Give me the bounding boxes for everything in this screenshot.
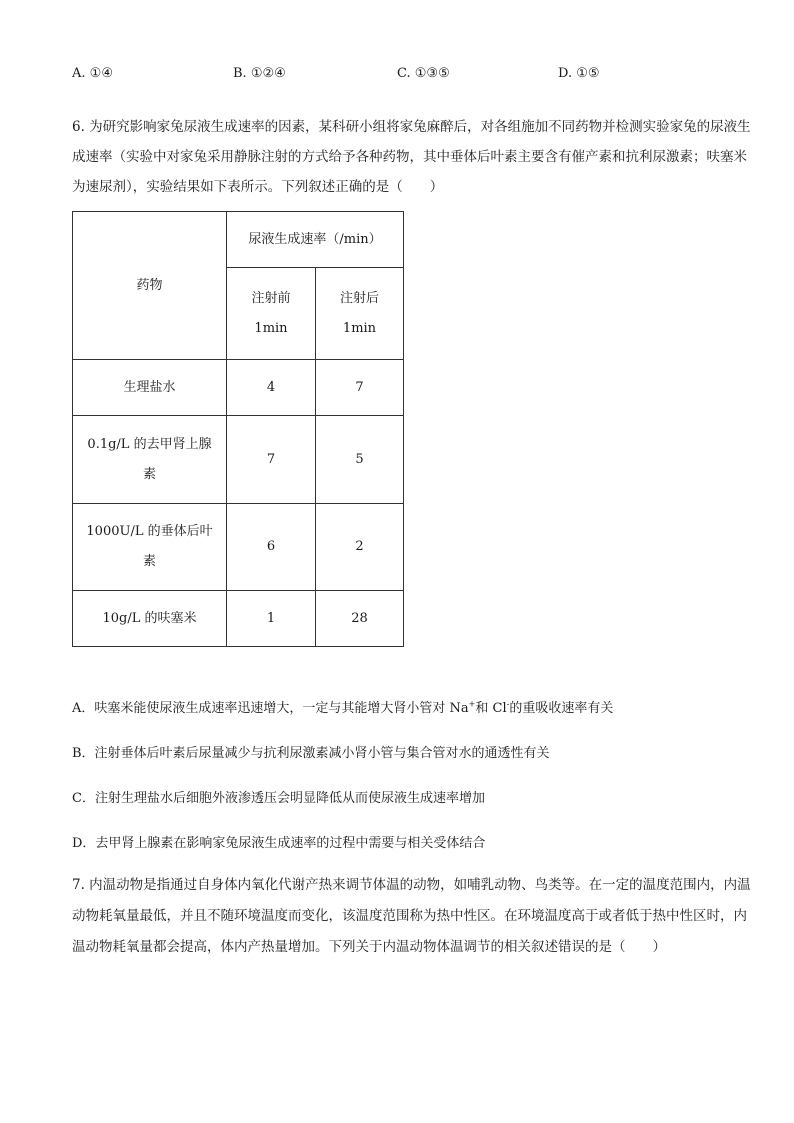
option-a-text: ①④ — [89, 66, 113, 81]
table-row — [73, 416, 404, 504]
chloride-charge-sup: - — [506, 699, 510, 709]
choice-c[interactable]: C．注射生理盐水后细胞外液渗透压会明显降低从而使尿液生成速率增加 — [72, 791, 485, 806]
row-drug-line2: 素 — [142, 554, 156, 569]
choice-a-part2: 和 Cl — [475, 701, 507, 716]
row-after: 7 — [316, 360, 404, 416]
row-drug — [73, 504, 227, 591]
header-urine-rate: 尿液生成速率（/min） — [227, 212, 404, 268]
choice-b[interactable]: B．注射垂体后叶素后尿量减少与抗利尿激素减小肾小管与集合管对水的通透性有关 — [72, 746, 550, 761]
row-after: 2 — [316, 504, 404, 591]
option-b-letter: B. — [233, 66, 247, 81]
header-drug: 药物 — [73, 212, 227, 360]
drug-results-table — [72, 211, 404, 647]
row-drug-line2: 素 — [142, 466, 156, 482]
option-d-letter: D. — [558, 66, 573, 81]
choice-a-part1: A．呋塞米能使尿液生成速率迅速增大，一定与其能增大肾小管对 Na — [72, 701, 469, 716]
row-drug — [73, 416, 227, 504]
sodium-charge-sup: + — [468, 699, 476, 709]
header-before-line1: 注射前 — [251, 290, 291, 306]
row-drug-line1: 10g/L 的呋塞米 — [102, 610, 197, 626]
header-after-line1: 注射后 — [339, 290, 379, 306]
choice-a-part3: 的重吸收速率有关 — [509, 701, 614, 716]
header-before-line2: 1min — [254, 320, 288, 336]
question-6-stem: 6. 为研究影响家兔尿液生成速率的因素，某科研小组将家兔麻醉后，对各组施加不同药物并检测实验家兔的尿液生成速率（实验中对家兔采用静脉注射的方式给予各种药物，其中垂体后叶素主要含有催产素和抗利尿激素；呋塞米为速尿剂），实验结果如下表所示。下列叙述正确的是（ ） — [72, 119, 751, 195]
header-after — [316, 268, 404, 360]
option-d[interactable] — [558, 66, 600, 81]
choice-a[interactable] — [72, 697, 772, 716]
option-d-text: ①⑤ — [576, 66, 600, 81]
choice-d[interactable]: D．去甲肾上腺素在影响家兔尿液生成速率的过程中需要与相关受体结合 — [72, 836, 486, 851]
previous-question-options — [0, 66, 794, 86]
row-before: 6 — [227, 504, 316, 591]
option-b[interactable] — [233, 66, 286, 81]
header-after-line2: 1min — [342, 320, 377, 336]
table-row — [73, 360, 404, 416]
table-row — [73, 504, 404, 591]
row-after: 5 — [316, 416, 404, 504]
question-7-stem: 7. 内温动物是指通过自身体内氧化代谢产热来调节体温的动物，如哺乳动物、鸟类等。在一定的温度范围内，内温动物耗氧量最低，并且不随环境温度而变化，该温度范围称为热中性区。在环境温度高于或者低于热中性区时，内温动物耗氧量都会提高，体内产热量增加。下列关于内温动物体温调节的相关叙述错误的是（ ） — [72, 877, 751, 955]
row-drug-line1: 0.1g/L 的去甲肾上腺 — [87, 436, 212, 452]
row-drug-line1: 生理盐水 — [123, 379, 176, 395]
header-before — [227, 268, 316, 360]
option-c-letter: C. — [397, 66, 411, 81]
option-b-text: ①②④ — [250, 66, 286, 81]
option-c[interactable] — [397, 66, 450, 81]
row-drug-line1: 1000U/L 的垂体后叶 — [86, 524, 213, 539]
row-before: 7 — [227, 416, 316, 504]
row-before: 1 — [227, 591, 316, 647]
option-a[interactable] — [72, 66, 113, 81]
row-before: 4 — [227, 360, 316, 416]
table-row — [73, 591, 404, 647]
row-after: 28 — [316, 591, 404, 647]
row-drug — [73, 591, 227, 647]
row-drug — [73, 360, 227, 416]
option-c-text: ①③⑤ — [414, 66, 450, 81]
option-a-letter: A. — [72, 66, 86, 81]
